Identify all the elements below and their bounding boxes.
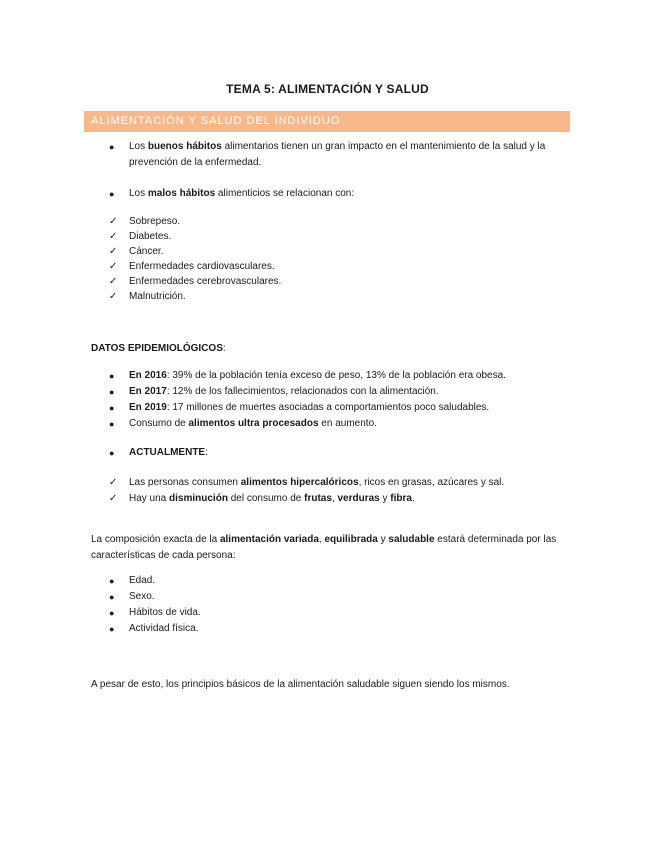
bullet-icon: ● [109,142,115,152]
bullet-icon: ● [109,608,115,618]
checkmark-icon: ✓ [109,216,118,227]
list-item: En 2016: 39% de la población tenía exceso de peso, 13% de la población era obesa. [129,370,506,381]
list-item: Diabetes. [129,231,172,242]
list-item: Las personas consumen alimentos hipercalóricos, ricos en grasas, azúcares y sal. [129,477,505,488]
list-item: En 2017: 12% de los fallecimientos, relacionados con la alimentación. [129,386,439,397]
list-item: Actividad física. [129,623,199,634]
composition-paragraph: La composición exacta de la alimentación variada, equilibrada y saludable estará determinada por las características de cada persona: [91,534,557,561]
list-item: Enfermedades cardiovasculares. [129,261,275,272]
list-item: Cáncer. [129,246,164,257]
list-item: Malnutrición. [129,291,186,302]
list-item: Enfermedades cerebrovasculares. [129,276,282,287]
list-item: Hay una disminución del consumo de frutas, verduras y fibra. [129,493,415,504]
bullet-icon: ● [109,387,115,397]
bullet-icon: ● [109,448,115,458]
list-item: Hábitos de vida. [129,607,201,618]
page-title: TEMA 5: ALIMENTACIÓN Y SALUD [226,82,429,96]
closing-paragraph: A pesar de esto, los principios básicos de la alimentación saludable siguen siendo los mismos. [91,679,510,690]
checkmark-icon: ✓ [109,246,118,257]
list-item: Los buenos hábitos alimentarios tienen un gran impacto en el mantenimiento de la salud y la prevención de la enfermedad. [129,141,546,168]
checkmark-icon: ✓ [109,261,118,272]
list-item: Edad. [129,575,156,586]
bullet-icon: ● [109,576,115,586]
list-item: Sobrepeso. [129,216,181,227]
checkmark-icon: ✓ [109,291,118,302]
bullet-icon: ● [109,624,115,634]
bullet-icon: ● [109,403,115,413]
checkmark-icon: ✓ [109,493,118,504]
datos-heading: DATOS EPIDEMIOLÓGICOS: [91,343,226,354]
bullet-icon: ● [109,371,115,381]
section-header-text: ALIMENTACIÓN Y SALUD DEL INDIVIDUO [91,115,341,127]
list-item: Los malos hábitos alimenticios se relacionan con: [129,188,355,199]
bullet-icon: ● [109,419,115,429]
section-header-bar [84,111,570,132]
bullet-icon: ● [109,592,115,602]
checkmark-icon: ✓ [109,477,118,488]
list-item: Sexo. [129,591,155,602]
checkmark-icon: ✓ [109,231,118,242]
bullet-icon: ● [109,189,115,199]
list-item: En 2019: 17 millones de muertes asociadas a comportamientos poco saludables. [129,402,490,413]
list-item: Consumo de alimentos ultra procesados en aumento. [129,418,377,429]
checkmark-icon: ✓ [109,276,118,287]
actualmente-heading: ACTUALMENTE: [129,447,208,458]
